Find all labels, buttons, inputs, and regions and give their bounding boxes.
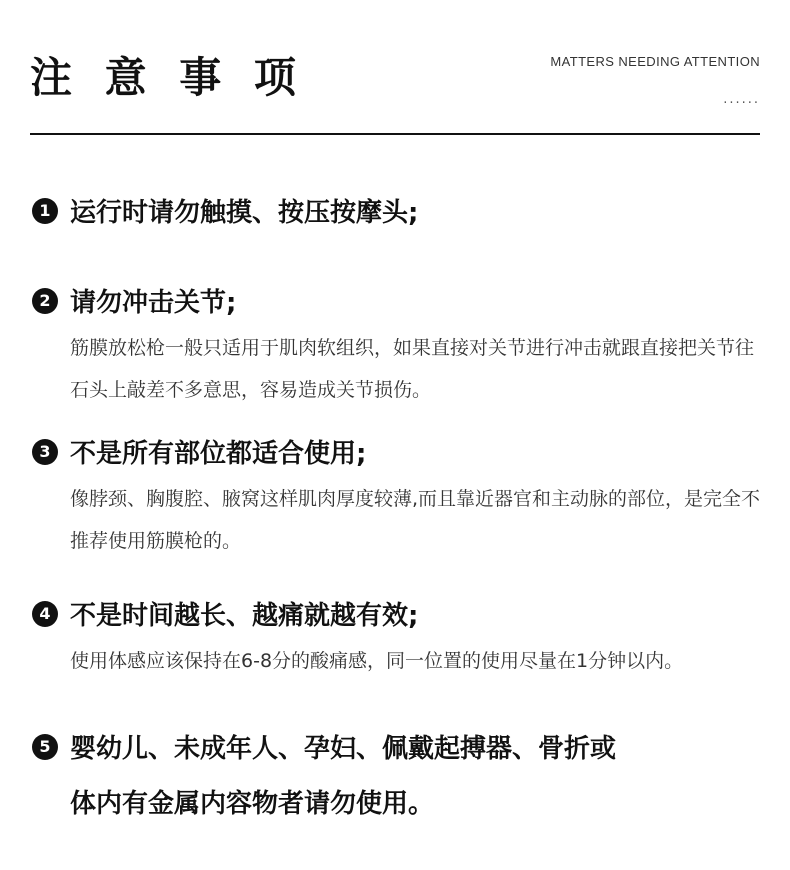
notice-heading-4: 不是时间越长、越痛就越有效; — [70, 601, 419, 631]
number-badge-4: 4 — [32, 601, 58, 627]
notice-item-4 — [32, 595, 770, 682]
notice-body-3: 像脖颈、胸腹腔、腋窝这样肌肉厚度较薄,而且靠近器官和主动脉的部位，是完全不推荐使用筋膜枪的。 — [70, 488, 761, 552]
notice-body-4: 使用体感应该保持在6-8分的酸痛感，同一位置的使用尽量在1分钟以内。 — [70, 650, 684, 672]
notice-body-2: 筋膜放松枪一般只适用于肌肉软组织，如果直接对关节进行冲击就跟直接把关节往石头上敲差不多意思，容易造成关节损伤。 — [70, 337, 755, 401]
notice-heading-2: 请勿冲击关节; — [70, 288, 237, 318]
page-subtitle: MATTERS NEEDING ATTENTION — [550, 54, 760, 69]
number-badge-1: 1 — [32, 198, 58, 224]
notice-heading-1: 运行时请勿触摸、按压按摩头; — [70, 198, 419, 228]
notice-item-5 — [32, 728, 616, 765]
notice-heading-5-line-2: 体内有金属内容物者请勿使用。 — [70, 789, 435, 819]
notice-item-3 — [32, 433, 770, 562]
header-divider — [30, 133, 760, 135]
number-badge-5: 5 — [32, 734, 58, 760]
number-badge-2: 2 — [32, 288, 58, 314]
notice-item-2 — [32, 282, 770, 411]
number-badge-3: 3 — [32, 439, 58, 465]
notice-heading-5: 婴幼儿、未成年人、孕妇、佩戴起搏器、骨折或 — [70, 734, 617, 764]
notice-item-1 — [32, 192, 418, 229]
notice-heading-3: 不是所有部位都适合使用; — [70, 439, 367, 469]
page-title: 注 意 事 项 — [30, 53, 305, 102]
decorative-dots: ...... — [723, 92, 760, 107]
